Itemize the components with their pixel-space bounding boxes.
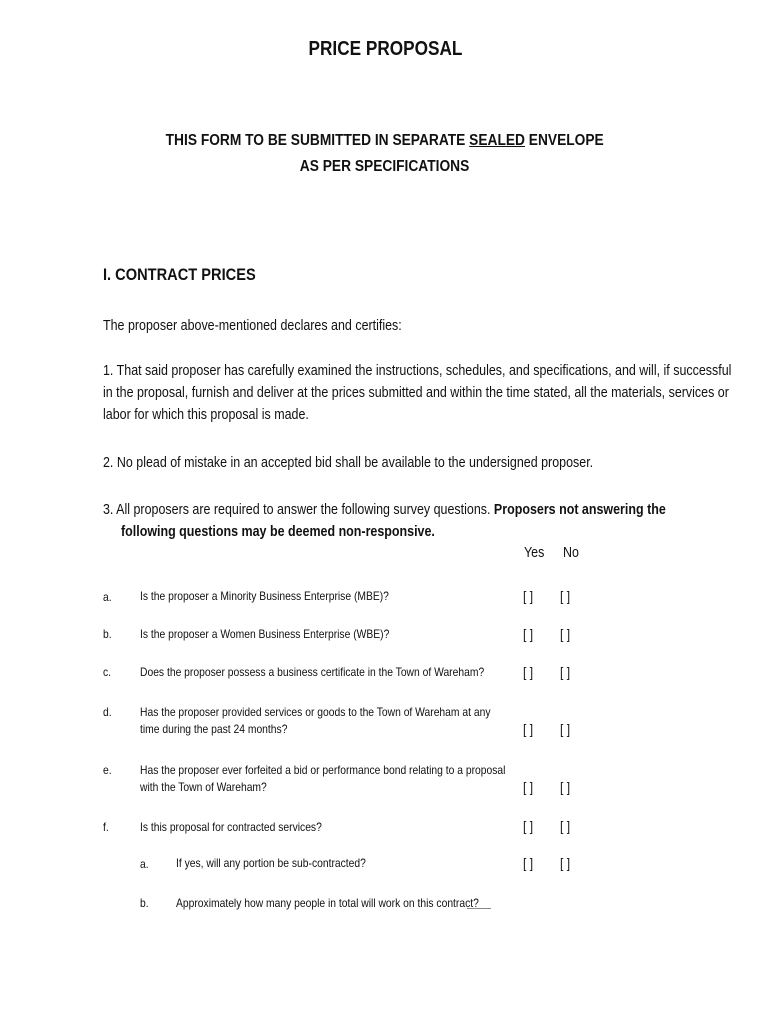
question-e-text-line-1: Has the proposer ever forfeited a bid or performance bond relating to a proposal: [140, 763, 506, 777]
question-d-no-checkbox[interactable]: [ ]: [560, 721, 571, 737]
item-1-line-1: 1. That said proposer has carefully examined the instructions, schedules, and specifications, and will, if successful: [103, 363, 732, 379]
question-a-yes-checkbox[interactable]: [ ]: [523, 588, 534, 604]
question-d-letter: d.: [103, 705, 112, 719]
sub-question-a-text: If yes, will any portion be sub-contracted?: [176, 856, 366, 870]
question-a-no-checkbox[interactable]: [ ]: [560, 588, 571, 604]
sub-question-a-letter: a.: [140, 857, 149, 871]
no-column-header: No: [563, 545, 579, 561]
sealed-underlined: SEALED: [469, 132, 526, 149]
question-a-letter: a.: [103, 590, 112, 604]
question-c-no-checkbox[interactable]: [ ]: [560, 664, 571, 680]
question-e-yes-checkbox[interactable]: [ ]: [523, 779, 534, 795]
section-heading: I. CONTRACT PRICES: [103, 265, 256, 284]
question-f-yes-checkbox[interactable]: [ ]: [523, 818, 534, 834]
intro-text: The proposer above-mentioned declares and certifies:: [103, 318, 402, 334]
question-a-text: Is the proposer a Minority Business Enterprise (MBE)?: [140, 589, 389, 603]
sub-question-b-text: Approximately how many people in total will work on this contract?: [176, 896, 479, 910]
sub-question-a-no-checkbox[interactable]: [ ]: [560, 855, 571, 871]
page-title: PRICE PROPOSAL: [308, 38, 462, 60]
subtitle-line-1: THIS FORM TO BE SUBMITTED IN SEPARATE SEALED ENVELOPE: [165, 132, 605, 149]
question-e-no-checkbox[interactable]: [ ]: [560, 779, 571, 795]
question-d-text-line-1: Has the proposer provided services or goods to the Town of Wareham at any: [140, 705, 491, 719]
sub-question-b-letter: b.: [140, 896, 149, 910]
sub-question-a-yes-checkbox[interactable]: [ ]: [523, 855, 534, 871]
question-e-letter: e.: [103, 763, 112, 777]
question-d-yes-checkbox[interactable]: [ ]: [523, 721, 534, 737]
item-3-line-1: 3. All proposers are required to answer the following survey questions. Proposers not answering the: [103, 502, 666, 518]
item-1-line-3: labor for which this proposal is made.: [103, 407, 309, 423]
question-b-letter: b.: [103, 627, 112, 641]
question-b-text: Is the proposer a Women Business Enterprise (WBE)?: [140, 627, 390, 641]
question-f-text: Is this proposal for contracted services?: [140, 820, 322, 834]
question-c-letter: c.: [103, 665, 112, 679]
item-3-line-2: following questions may be deemed non-responsive.: [121, 524, 435, 540]
question-f-letter: f.: [103, 820, 109, 834]
item-2: 2. No plead of mistake in an accepted bid shall be available to the undersigned proposer.: [103, 455, 594, 471]
question-d-text-line-2: time during the past 24 months?: [140, 722, 288, 736]
question-c-yes-checkbox[interactable]: [ ]: [523, 664, 534, 680]
question-b-yes-checkbox[interactable]: [ ]: [523, 626, 534, 642]
question-f-no-checkbox[interactable]: [ ]: [560, 818, 571, 834]
item-1-line-2: in the proposal, furnish and deliver at the prices submitted and within the time stated, all the materials, services or: [103, 385, 729, 401]
question-b-no-checkbox[interactable]: [ ]: [560, 626, 571, 642]
question-c-text: Does the proposer possess a business certificate in the Town of Wareham?: [140, 665, 485, 679]
subtitle-line-2: AS PER SPECIFICATIONS: [300, 158, 470, 175]
yes-column-header: Yes: [524, 545, 545, 561]
question-e-text-line-2: with the Town of Wareham?: [140, 780, 267, 794]
people-count-blank-field[interactable]: [467, 902, 491, 909]
